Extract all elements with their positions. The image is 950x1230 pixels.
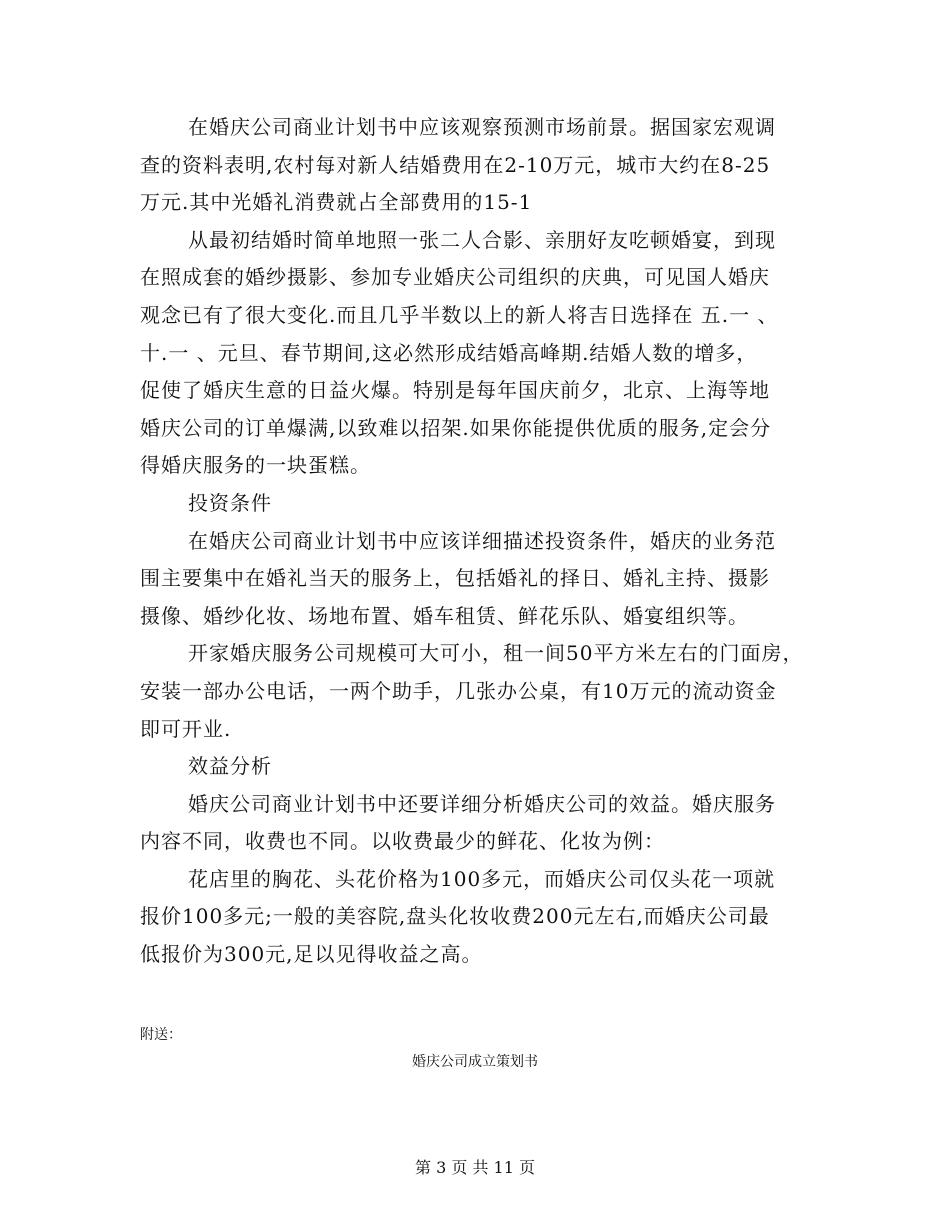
text-line: 观念已有了很大变化.而且几乎半数以上的新人将吉日选择在 五.一 、 (140, 302, 779, 327)
text-line: 万元.其中光婚礼消费就占全部费用的15-1 (140, 190, 533, 215)
text-line: 在婚庆公司商业计划书中应该观察预测市场前景。据国家宏观调 (188, 115, 776, 139)
text-line: 内容不同，收费也不同。以收费最少的鲜花、化妆为例： (140, 829, 665, 854)
attachment-title: 婚庆公司成立策划书 (412, 1054, 538, 1070)
page-footer: 第 3 页 共 11 页 (415, 1158, 535, 1177)
attachment-label: 附送： (140, 1027, 182, 1043)
text-line: 花店里的胸花、头花价格为100多元，而婚庆公司仅头花一项就 (188, 866, 776, 891)
text-line: 安装一部办公电话，一两个助手，几张办公桌，有10万元的流动资金 (140, 678, 777, 703)
text-line: 在婚庆公司商业计划书中应该详细描述投资条件，婚庆的业务范 (188, 528, 776, 553)
text-line: 得婚庆服务的一块蛋糕。 (140, 453, 371, 478)
text-line: 十.一 、元旦、春节期间,这必然形成结婚高峰期.结婚人数的增多， (140, 340, 758, 365)
text-line: 在照成套的婚纱摄影、参加专业婚庆公司组织的庆典，可见国人婚庆 (140, 265, 770, 290)
text-line: 投资条件 (188, 490, 272, 515)
text-line: 查的资料表明,农村每对新人结婚费用在2-10万元，城市大约在8-25 (140, 152, 771, 177)
text-line: 摄像、婚纱化妆、场地布置、婚车租赁、鲜花乐队、婚宴组织等。 (140, 603, 749, 628)
text-line: 围主要集中在婚礼当天的服务上，包括婚礼的择日、婚礼主持、摄影 (140, 566, 770, 591)
text-line: 婚庆公司商业计划书中还要详细分析婚庆公司的效益。婚庆服务 (188, 791, 776, 816)
text-line: 促使了婚庆生意的日益火爆。特别是每年国庆前夕，北京、上海等地 (140, 378, 770, 403)
text-line: 低报价为300元,足以见得收益之高。 (140, 942, 483, 967)
text-line: 效益分析 (188, 754, 272, 779)
text-line: 报价100多元;一般的美容院,盘头化妆收费200元左右,而婚庆公司最 (140, 904, 770, 929)
text-line: 开家婚庆服务公司规模可大可小，租一间50平方米左右的门面房， (188, 641, 804, 666)
text-line: 从最初结婚时简单地照一张二人合影、亲朋好友吃顿婚宴，到现 (188, 227, 776, 252)
text-line: 即可开业. (140, 716, 232, 741)
document-body (140, 109, 820, 974)
text-line: 婚庆公司的订单爆满,以致难以招架.如果你能提供优质的服务,定会分 (140, 415, 772, 440)
